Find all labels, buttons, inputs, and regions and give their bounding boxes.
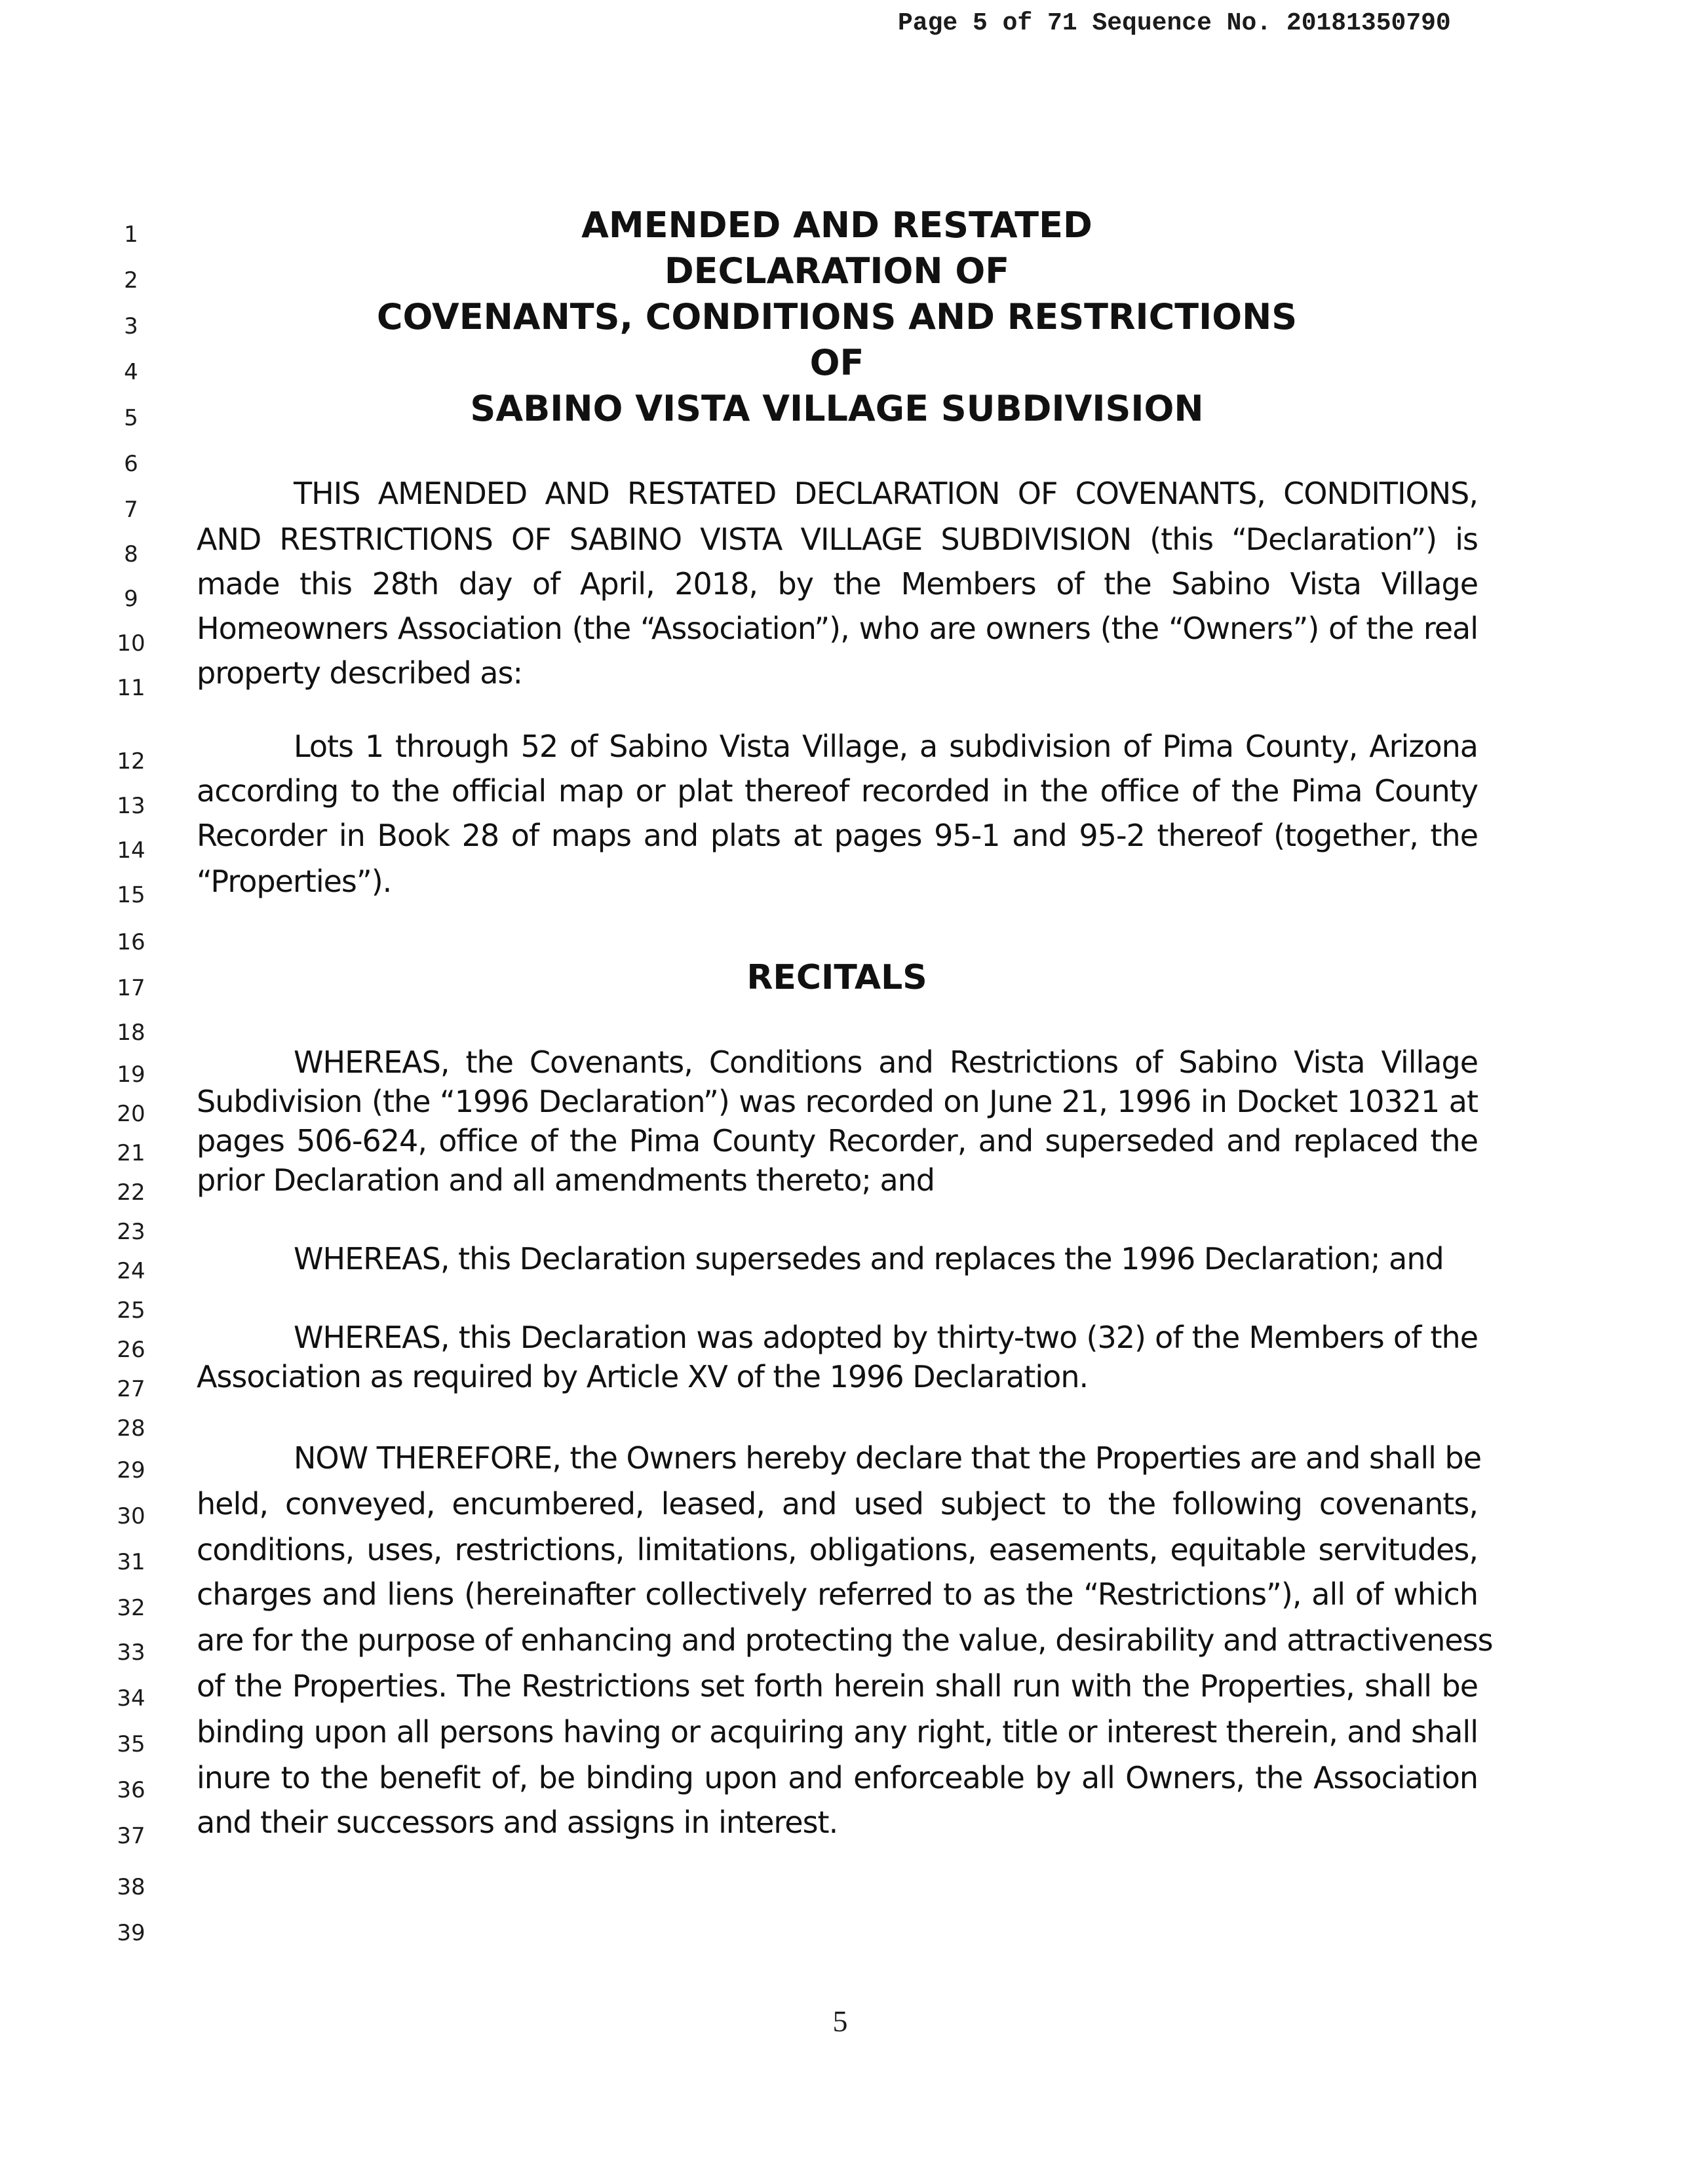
text-line: of the Properties. The Restrictions set forth herein shall run with the Properties, shall be bbox=[197, 1668, 1478, 1704]
title-line-5: SABINO VISTA VILLAGE SUBDIVISION bbox=[470, 388, 1204, 429]
text-line: pages 506-624, office of the Pima County Recorder, and superseded and replaced the bbox=[197, 1123, 1478, 1159]
page-number-footer: 5 bbox=[832, 2004, 848, 2038]
line-number: 33 bbox=[117, 1639, 145, 1666]
line-number: 16 bbox=[117, 929, 145, 955]
line-number: 18 bbox=[117, 1020, 145, 1046]
line-number: 4 bbox=[124, 359, 138, 385]
text-line: Recorder in Book 28 of maps and plats at pages 95-1 and 95-2 thereof (together, the bbox=[197, 818, 1478, 853]
line-number: 5 bbox=[124, 405, 138, 431]
text-line: WHEREAS, this Declaration was adopted by thirty-two (32) of the Members of the bbox=[294, 1320, 1478, 1355]
text-line: binding upon all persons having or acquiring any right, title or interest therein, and shall bbox=[197, 1714, 1478, 1750]
line-number: 15 bbox=[117, 882, 145, 908]
line-number: 7 bbox=[124, 497, 138, 523]
line-number: 30 bbox=[117, 1503, 145, 1529]
page-sequence-header: Page 5 of 71 Sequence No. 20181350790 bbox=[898, 9, 1451, 37]
line-number: 28 bbox=[117, 1415, 145, 1442]
line-number: 1 bbox=[124, 221, 138, 248]
line-number: 37 bbox=[117, 1823, 145, 1849]
line-number: 23 bbox=[117, 1219, 145, 1245]
text-line: Lots 1 through 52 of Sabino Vista Village, a subdivision of Pima County, Arizona bbox=[294, 729, 1478, 764]
text-line: are for the purpose of enhancing and protecting the value, desirability and attractiveness bbox=[197, 1622, 1493, 1658]
title-line-4: OF bbox=[809, 342, 864, 383]
line-number: 12 bbox=[117, 748, 145, 775]
line-number: 9 bbox=[124, 586, 138, 612]
line-number: 25 bbox=[117, 1297, 145, 1324]
line-number: 24 bbox=[117, 1258, 145, 1284]
line-number: 34 bbox=[117, 1685, 145, 1712]
text-line: made this 28th day of April, 2018, by the Members of the Sabino Vista Village bbox=[197, 566, 1478, 602]
text-line: WHEREAS, this Declaration supersedes and replaces the 1996 Declaration; and bbox=[294, 1241, 1444, 1276]
line-number: 20 bbox=[117, 1101, 145, 1127]
line-number: 26 bbox=[117, 1337, 145, 1363]
line-number: 3 bbox=[124, 313, 138, 339]
line-number: 35 bbox=[117, 1731, 145, 1757]
text-line: NOW THEREFORE, the Owners hereby declare that the Properties are and shall be bbox=[294, 1440, 1482, 1476]
text-line: “Properties”). bbox=[197, 864, 392, 899]
line-number: 6 bbox=[124, 451, 138, 477]
line-number: 2 bbox=[124, 267, 138, 294]
text-line: Association as required by Article XV of the 1996 Declaration. bbox=[197, 1359, 1089, 1394]
line-number: 11 bbox=[117, 675, 145, 701]
line-number: 22 bbox=[117, 1179, 145, 1206]
line-number: 39 bbox=[117, 1920, 145, 1946]
text-line: held, conveyed, encumbered, leased, and used subject to the following covenants, bbox=[197, 1486, 1478, 1522]
line-number: 21 bbox=[117, 1140, 145, 1166]
line-number: 13 bbox=[117, 793, 145, 819]
line-number: 19 bbox=[117, 1062, 145, 1088]
title-line-3: COVENANTS, CONDITIONS AND RESTRICTIONS bbox=[376, 296, 1298, 337]
line-number: 8 bbox=[124, 541, 138, 567]
line-number: 29 bbox=[117, 1457, 145, 1484]
text-line: Subdivision (the “1996 Declaration”) was recorded on June 21, 1996 in Docket 10321 at bbox=[197, 1084, 1478, 1119]
text-line: inure to the benefit of, be binding upon and enforceable by all Owners, the Association bbox=[197, 1760, 1478, 1795]
line-number: 27 bbox=[117, 1376, 145, 1402]
title-line-2: DECLARATION OF bbox=[664, 250, 1010, 292]
line-number: 17 bbox=[117, 975, 145, 1001]
text-line: WHEREAS, the Covenants, Conditions and Restrictions of Sabino Vista Village bbox=[294, 1044, 1478, 1080]
line-number: 10 bbox=[117, 630, 145, 657]
line-number: 32 bbox=[117, 1595, 145, 1621]
text-line: THIS AMENDED AND RESTATED DECLARATION OF COVENANTS, CONDITIONS, bbox=[294, 476, 1478, 511]
text-line: charges and liens (hereinafter collectively referred to as the “Restrictions”), all of which bbox=[197, 1577, 1478, 1612]
text-line: AND RESTRICTIONS OF SABINO VISTA VILLAGE SUBDIVISION (this “Declaration”) is bbox=[197, 522, 1478, 557]
line-number: 38 bbox=[117, 1874, 145, 1900]
recitals-heading: RECITALS bbox=[746, 958, 927, 997]
text-line: and their successors and assigns in interest. bbox=[197, 1805, 838, 1840]
text-line: prior Declaration and all amendments thereto; and bbox=[197, 1162, 935, 1198]
text-line: Homeowners Association (the “Association”), who are owners (the “Owners”) of the real bbox=[197, 611, 1478, 646]
title-line-1: AMENDED AND RESTATED bbox=[581, 204, 1092, 246]
line-number: 14 bbox=[117, 837, 145, 864]
line-number: 36 bbox=[117, 1777, 145, 1803]
text-line: property described as: bbox=[197, 655, 522, 691]
text-line: conditions, uses, restrictions, limitations, obligations, easements, equitable servitudes, bbox=[197, 1532, 1478, 1567]
line-number: 31 bbox=[117, 1549, 145, 1575]
text-line: according to the official map or plat thereof recorded in the office of the Pima County bbox=[197, 773, 1478, 809]
